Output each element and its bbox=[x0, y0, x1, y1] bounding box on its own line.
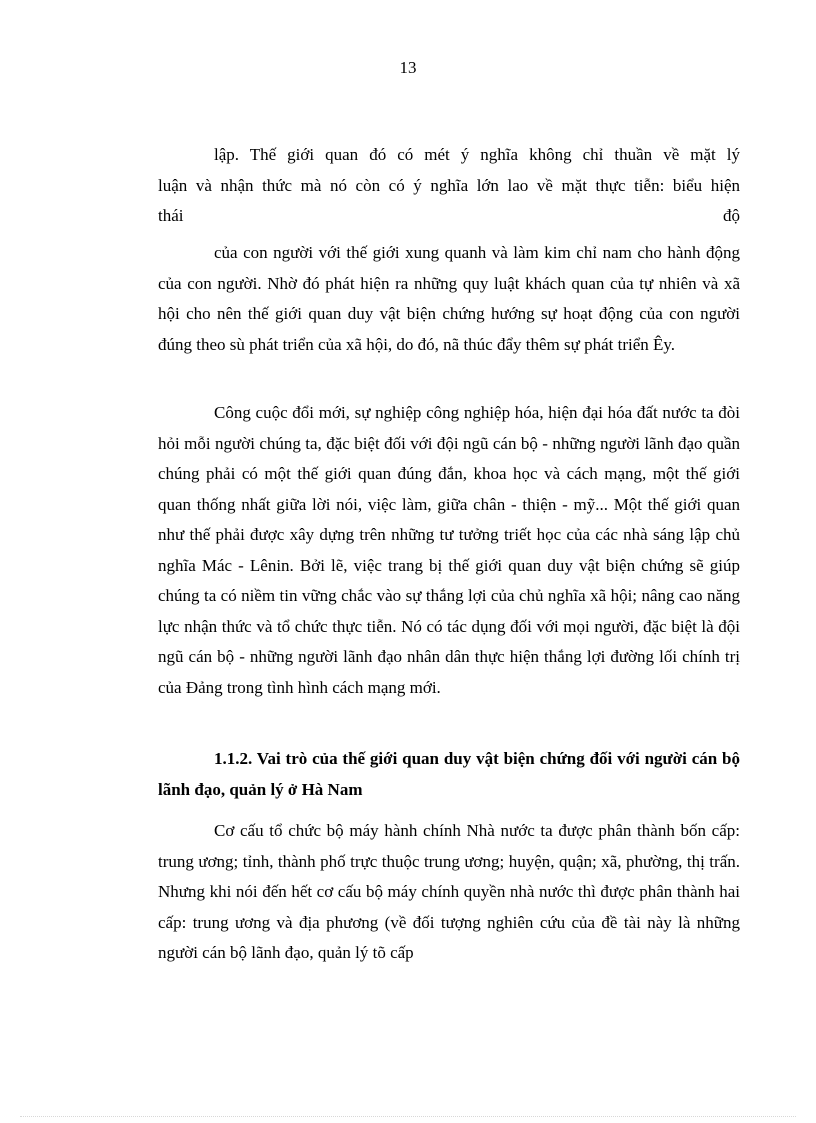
paragraph-2: của con người với thế giới xung quanh và làm kim chỉ nam cho hành động của con người. Nhờ đó phát hiện ra những quy luật khách quan của tự nhiên và xã hội cho nên thế giới quan duy vật biện chứng hướng sự hoạt động của con người đúng theo sù phát triển của xã hội, do đó, nã thúc đẩy thêm sự phát triển Êy. bbox=[158, 243, 740, 354]
page-bottom-rule bbox=[20, 1116, 796, 1117]
paragraph-1-line-1: lập. Thế giới quan đó có mét ý nghĩa không chỉ thuần về mặt lý bbox=[214, 145, 740, 164]
section-heading: 1.1.2. Vai trò của thế giới quan duy vật biện chứng đối với người cán bộ lãnh đạo, quản lý ở Hà Nam bbox=[158, 749, 740, 799]
paragraph-1-line-3-left: thái bbox=[158, 206, 184, 225]
paragraph-1 bbox=[158, 140, 740, 232]
page-number: 13 bbox=[399, 58, 417, 77]
paragraph-3: Công cuộc đổi mới, sự nghiệp công nghiệp hóa, hiện đại hóa đất nước ta đòi hỏi mỗi người chúng ta, đặc biệt đối với đội ngũ cán bộ - những người lãnh đạo quần chúng phải có một thế giới quan đúng đắn, khoa học và cách mạng, một thế giới quan thống nhất giữa lời nói, việc làm, giữa chân - thiện - mỹ... Một thế giới quan như thế phải được xây dựng trên những tư tưởng triết học của các nhà sáng lập chủ nghĩa Mác - Lênin. Bởi lẽ, việc trang bị thế giới quan duy vật biện chứng sẽ giúp chúng ta có niềm tin vững chắc vào sự thắng lợi của chủ nghĩa xã hội; nâng cao năng lực nhận thức và tổ chức thực tiễn. Nó có tác dụng đối với mọi người, đặc biệt là đội ngũ cán bộ - những người lãnh đạo nhân dân thực hiện thắng lợi đường lối chính trị của Đảng trong tình hình cách mạng mới. bbox=[158, 403, 740, 697]
paragraph-1-line-2: luận và nhận thức mà nó còn có ý nghĩa lớn lao về mặt thực tiễn: biểu hiện bbox=[158, 175, 740, 195]
paragraph-4: Cơ cấu tổ chức bộ máy hành chính Nhà nước ta được phân thành bốn cấp: trung ương; tỉnh, thành phố trực thuộc trung ương; huyện, quận; xã, phường, thị trấn. Nhưng khi nói đến hết cơ cấu bộ máy chính quyền nhà nước thì được phân thành hai cấp: trung ương và địa phương (về đối tượng nghiên cứu của đề tài này là những người cán bộ lãnh đạo, quản lý tõ cấp bbox=[158, 821, 740, 962]
paragraph-1-line-3-right: độ bbox=[723, 206, 740, 225]
paragraph-1-line-3 bbox=[158, 201, 740, 232]
